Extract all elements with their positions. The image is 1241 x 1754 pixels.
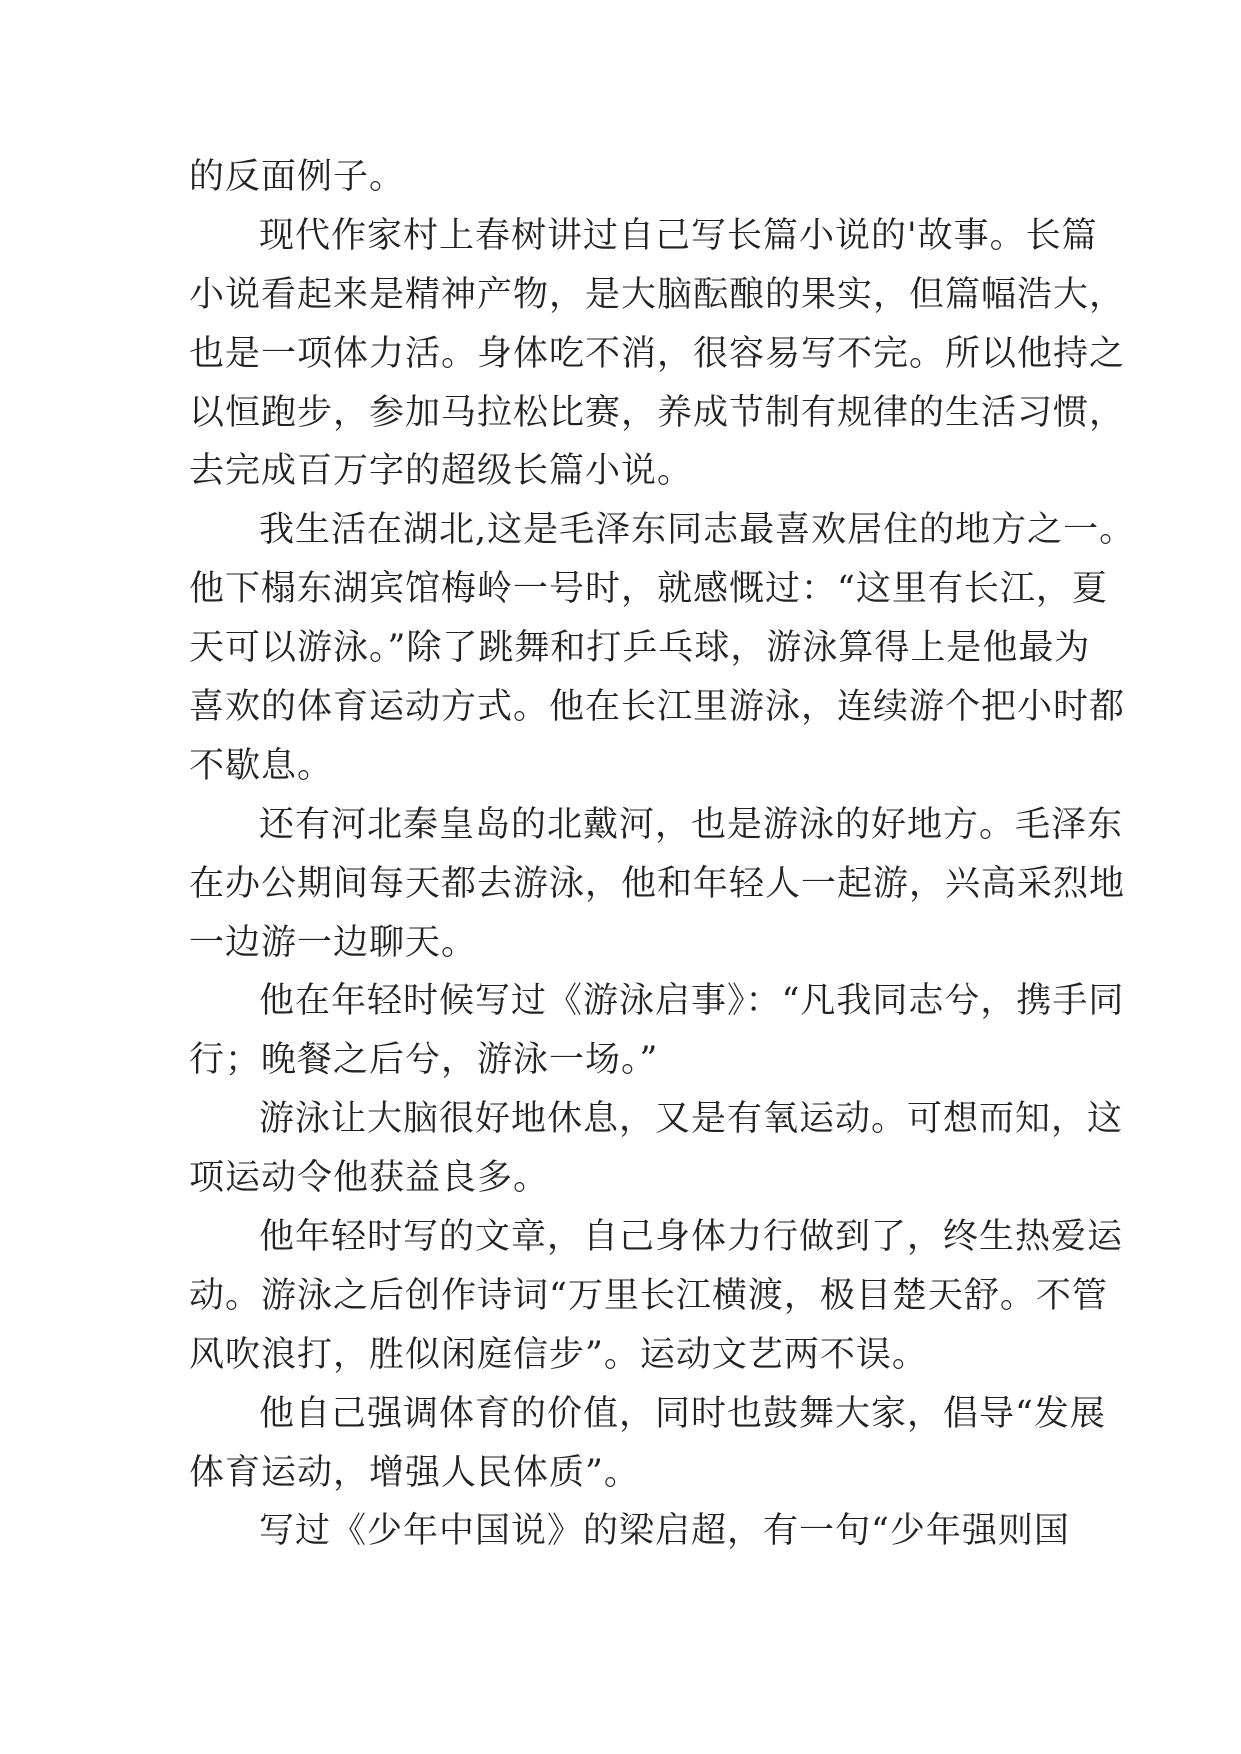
text-line: 他下榻东湖宾馆梅岭一号时，就感慨过：“这里有长江，夏 [189,569,1108,610]
text-line: 写过《少年中国说》的梁启超，有一句“少年强则国 [259,1511,1070,1552]
text-line: 我生活在湖北,这是毛泽东同志最喜欢居住的地方之一。 [259,510,1136,551]
text-line: 小说看起来是精神产物，是大脑酝酿的果实，但篇幅浩大， [189,274,1126,315]
text-line: 体育运动，增强人民体质”。 [189,1452,640,1493]
article-body [189,148,1136,1561]
text-line: 游泳让大脑很好地休息，又是有氧运动。可想而知，这 [259,1099,1124,1140]
text-line: 他在年轻时候写过《游泳启事》：“凡我同志兮，携手同 [259,981,1125,1022]
text-line: 以恒跑步，参加马拉松比赛，养成节制有规律的生活习惯， [189,392,1126,433]
text-line: 去完成百万字的超级长篇小说。 [189,451,694,492]
text-line: 喜欢的体育运动方式。他在长江里游泳，连续游个把小时都 [189,687,1126,728]
text-line: 风吹浪打，胜似闲庭信步”。运动文艺两不误。 [189,1334,928,1375]
text-line: 天可以游泳。”除了跳舞和打乒乓球，游泳算得上是他最为 [189,628,1091,669]
text-line: 在办公期间每天都去游泳，他和年轻人一起游，兴高采烈地 [189,863,1126,904]
text-line: 的反面例子。 [189,157,406,197]
text-line: 项运动令他获益良多。 [189,1158,550,1199]
text-line: 也是一项体力活。身体吃不消，很容易写不完。所以他持之 [189,333,1126,374]
text-line: 一边游一边聊天。 [189,922,478,963]
text-line: 还有河北秦皇岛的北戴河，也是游泳的好地方。毛泽东 [259,804,1124,845]
text-line: 不歇息。 [189,745,334,786]
text-line: 动。游泳之后创作诗词“万里长江横渡，极目楚天舒。不管 [189,1275,1108,1316]
text-line: 他自己强调体育的价值，同时也鼓舞大家，倡导“发展 [259,1393,1106,1434]
text-line: 行；晚餐之后兮，游泳一场。” [189,1040,659,1081]
text-line: 现代作家村上春树讲过自己写长篇小说的'故事。长篇 [259,215,1098,256]
text-line: 他年轻时写的文章，自己身体力行做到了，终生热爱运 [259,1217,1124,1258]
